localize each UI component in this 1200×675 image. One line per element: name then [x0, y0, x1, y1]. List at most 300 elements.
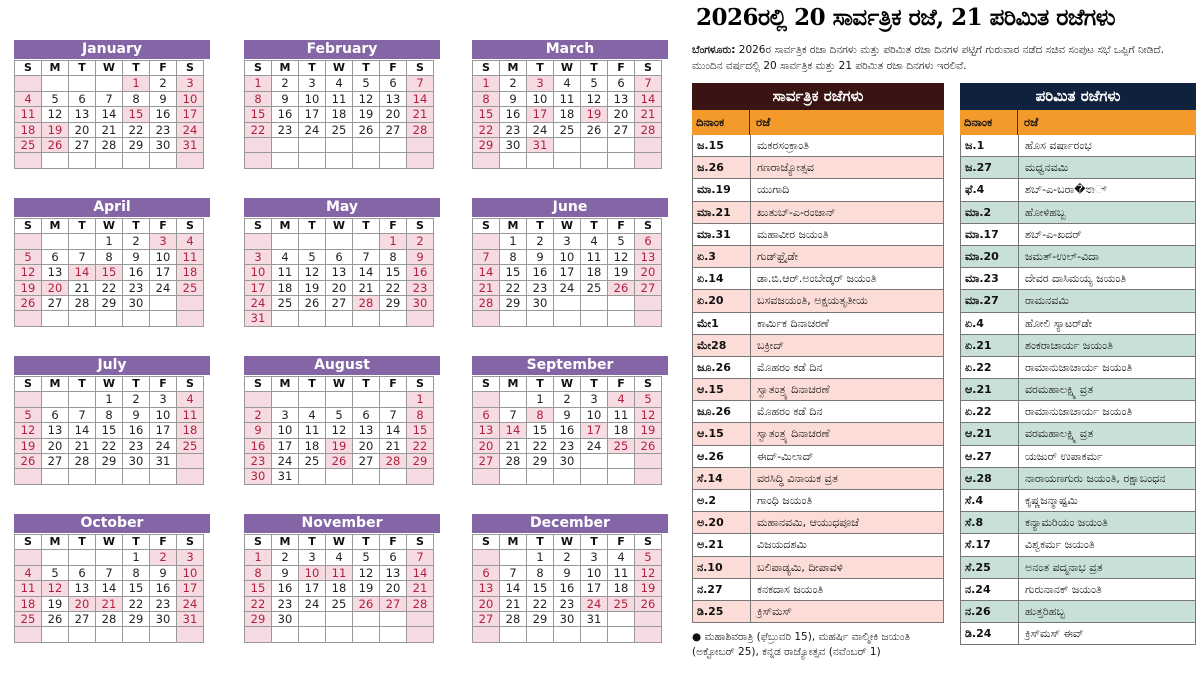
calendar-day: 22 — [123, 597, 150, 612]
calendar-day: 15 — [96, 423, 123, 438]
month-day-grid — [472, 218, 662, 327]
calendar-empty-cell — [123, 627, 150, 642]
calendar-day: 19 — [42, 597, 69, 612]
table-row — [961, 534, 1195, 556]
calendar-empty-cell — [96, 311, 123, 326]
holiday-panel — [684, 0, 1200, 675]
table-row — [961, 601, 1195, 623]
calendar-day: 11 — [326, 566, 353, 581]
calendar-day: 16 — [245, 439, 272, 454]
month-name: October — [14, 514, 210, 533]
table-row — [961, 202, 1195, 224]
calendar-day: 12 — [353, 566, 380, 581]
calendar-day: 22 — [380, 281, 407, 296]
holiday-date: ಆ.21 — [961, 379, 1019, 400]
weekday-header: W — [96, 377, 123, 392]
calendar-day: 12 — [15, 423, 42, 438]
calendar-day: 2 — [123, 392, 150, 407]
table-row — [961, 579, 1195, 601]
weekday-header: T — [353, 377, 380, 392]
calendar-day: 27 — [473, 612, 500, 627]
calendar-empty-cell — [42, 311, 69, 326]
calendar-empty-cell — [380, 311, 407, 326]
calendar-empty-cell — [299, 311, 326, 326]
month-day-grid — [244, 376, 434, 485]
weekday-header: F — [380, 61, 407, 76]
calendar-empty-cell — [527, 627, 554, 642]
table-row — [693, 468, 943, 490]
calendar-empty-cell — [177, 296, 204, 311]
calendar-empty-cell — [299, 392, 326, 407]
weekday-header: W — [326, 377, 353, 392]
calendar-day: 8 — [473, 92, 500, 107]
calendar-empty-cell — [353, 138, 380, 153]
general-holidays-footnote: ● ಮಹಾಶಿವರಾತ್ರಿ (ಫೆಬ್ರುವರಿ 15), ಮಹರ್ಷಿ ವಾಲ್ಮೀಕಿ ಜಯಂತಿ (ಅಕ್ಟೋಬರ್‌ 25), ಕನ್ನಡ ರಾಜ್ಯೋತ್ಸವ (ನವೆಂಬರ್‌ 1) — [692, 631, 911, 658]
calendar-empty-cell — [123, 311, 150, 326]
table-row — [961, 224, 1195, 246]
calendar-day: 24 — [177, 597, 204, 612]
weekday-header: W — [554, 61, 581, 76]
weekday-header: S — [407, 219, 434, 234]
calendar-empty-cell — [245, 392, 272, 407]
calendar-day: 21 — [407, 107, 434, 122]
table-row — [693, 401, 943, 423]
calendar-day: 4 — [177, 392, 204, 407]
calendar-day: 11 — [326, 92, 353, 107]
month-november — [244, 514, 440, 646]
calendar-day: 8 — [407, 408, 434, 423]
calendar-empty-cell — [353, 311, 380, 326]
calendar-empty-cell — [42, 627, 69, 642]
holiday-date: ಫೆ.4 — [961, 179, 1019, 200]
calendar-day: 4 — [608, 392, 635, 407]
month-august — [244, 356, 440, 488]
calendar-day: 19 — [608, 265, 635, 280]
calendar-day: 15 — [527, 423, 554, 438]
calendar-day: 16 — [272, 107, 299, 122]
calendar-empty-cell — [326, 612, 353, 627]
holiday-name: ಶಬ್‌-ಎ-ಖದರ್ — [1025, 227, 1082, 241]
calendar-day: 17 — [299, 581, 326, 596]
calendar-empty-cell — [272, 234, 299, 249]
weekday-header: T — [527, 535, 554, 550]
calendar-day: 24 — [581, 439, 608, 454]
calendar-day: 17 — [177, 581, 204, 596]
table-row — [693, 557, 943, 579]
weekday-header: M — [42, 535, 69, 550]
weekday-header: T — [69, 219, 96, 234]
table-row — [961, 401, 1195, 423]
calendar-empty-cell — [15, 392, 42, 407]
calendar-empty-cell — [15, 311, 42, 326]
calendar-day: 9 — [150, 566, 177, 581]
month-day-grid — [472, 60, 662, 169]
calendar-day: 31 — [245, 311, 272, 326]
weekday-header: S — [635, 377, 662, 392]
calendar-day: 3 — [527, 76, 554, 91]
calendar-day: 10 — [581, 566, 608, 581]
calendar-day: 5 — [15, 408, 42, 423]
calendar-day: 3 — [581, 550, 608, 565]
weekday-header: T — [527, 61, 554, 76]
calendar-day: 29 — [123, 612, 150, 627]
calendar-empty-cell — [15, 627, 42, 642]
weekday-header: S — [177, 219, 204, 234]
calendar-day: 4 — [15, 566, 42, 581]
holiday-name: ಹುತ್ತರಿಹಬ್ಬ — [1025, 604, 1066, 618]
weekday-header: F — [150, 377, 177, 392]
weekday-header: T — [123, 219, 150, 234]
weekday-header: T — [299, 377, 326, 392]
calendar-day: 19 — [15, 439, 42, 454]
table-row — [693, 534, 943, 556]
calendar-empty-cell — [608, 296, 635, 311]
calendar-day: 11 — [608, 566, 635, 581]
calendar-empty-cell — [635, 612, 662, 627]
weekday-header: S — [407, 61, 434, 76]
calendar-day: 6 — [42, 250, 69, 265]
weekday-header: M — [500, 535, 527, 550]
month-march — [472, 40, 668, 172]
holiday-name: ಹೋಳಿಹಬ್ಬ — [1025, 205, 1066, 219]
calendar-day: 27 — [42, 296, 69, 311]
weekday-header: T — [299, 219, 326, 234]
calendar-empty-cell — [635, 311, 662, 326]
holiday-name: ಬಸವಜಯಂತಿ, ಅಕ್ಷಯತೃತೀಯ — [757, 294, 868, 308]
calendar-empty-cell — [353, 392, 380, 407]
calendar-day: 28 — [353, 296, 380, 311]
calendar-empty-cell — [299, 627, 326, 642]
calendar-empty-cell — [326, 469, 353, 484]
calendar-day: 13 — [380, 92, 407, 107]
holiday-date: ಡಿ.24 — [961, 623, 1019, 644]
weekday-header: F — [150, 535, 177, 550]
holiday-name: ಹೊಸ ವರ್ಷಾರಂಭ — [1025, 139, 1092, 152]
weekday-header: T — [527, 219, 554, 234]
calendar-day: 15 — [123, 107, 150, 122]
calendar-empty-cell — [272, 392, 299, 407]
calendar-day: 25 — [272, 296, 299, 311]
holiday-date: ಆ.15 — [693, 379, 751, 400]
calendar-empty-cell — [272, 627, 299, 642]
holiday-name: ವಿಜಯದಶಮಿ — [757, 538, 807, 552]
calendar-day: 18 — [581, 265, 608, 280]
calendar-day: 22 — [500, 281, 527, 296]
calendar-day: 14 — [407, 92, 434, 107]
holiday-date: ಜೂ.26 — [693, 357, 751, 378]
table-row — [693, 379, 943, 401]
calendar-day: 21 — [96, 597, 123, 612]
calendar-empty-cell — [500, 153, 527, 168]
weekday-header: S — [473, 377, 500, 392]
calendar-day: 21 — [69, 439, 96, 454]
calendar-day: 12 — [42, 107, 69, 122]
calendar-day: 12 — [15, 265, 42, 280]
calendar-day: 26 — [326, 454, 353, 469]
holiday-name: ಹೋಲಿ ಸ್ಯಾಟರ್‌ಡೇ — [1025, 316, 1093, 330]
calendar-day: 15 — [96, 265, 123, 280]
calendar-empty-cell — [326, 311, 353, 326]
month-name: July — [14, 356, 210, 375]
weekday-header: S — [245, 61, 272, 76]
holiday-date: ಅ.21 — [693, 534, 751, 555]
calendar-day: 18 — [15, 597, 42, 612]
calendar-empty-cell — [581, 138, 608, 153]
calendar-day: 26 — [353, 597, 380, 612]
calendar-day: 22 — [527, 597, 554, 612]
holiday-date: ಸೆ.17 — [961, 534, 1019, 555]
calendar-empty-cell — [245, 234, 272, 249]
calendar-day: 31 — [272, 469, 299, 484]
calendar-empty-cell — [123, 469, 150, 484]
weekday-header: S — [635, 61, 662, 76]
calendar-day: 15 — [407, 423, 434, 438]
calendar-day: 9 — [272, 92, 299, 107]
table-row — [961, 157, 1195, 179]
calendar-empty-cell — [473, 234, 500, 249]
holiday-name: ಅನಂತ ಪದ್ಮನಾಭ ವ್ರತ — [1025, 560, 1103, 574]
calendar-empty-cell — [527, 469, 554, 484]
holiday-name: ಶಂಕರಾಚಾರ್ಯ ಜಯಂತಿ — [1025, 338, 1113, 352]
calendar-day: 24 — [299, 123, 326, 138]
calendar-empty-cell — [581, 153, 608, 168]
calendar-day: 23 — [150, 597, 177, 612]
calendar-day: 24 — [527, 123, 554, 138]
holiday-name: ರಾಮನವಮಿ — [1025, 294, 1069, 308]
calendar-day: 7 — [380, 408, 407, 423]
calendar-day: 30 — [407, 296, 434, 311]
calendar-day: 24 — [272, 454, 299, 469]
calendar-empty-cell — [608, 627, 635, 642]
calendar-day: 6 — [42, 408, 69, 423]
table-row — [961, 335, 1195, 357]
holiday-name: ಬಲಿಪಾಡ್ಯಮಿ, ದೀಪಾವಳಿ — [757, 560, 843, 574]
calendar-day: 23 — [123, 281, 150, 296]
calendar-day: 4 — [554, 76, 581, 91]
table-row — [961, 379, 1195, 401]
calendar-empty-cell — [69, 550, 96, 565]
weekday-header: S — [245, 219, 272, 234]
calendar-day: 24 — [299, 597, 326, 612]
calendar-day: 30 — [554, 454, 581, 469]
calendar-day: 23 — [123, 439, 150, 454]
calendar-day: 22 — [123, 123, 150, 138]
holiday-date: ನ.24 — [961, 579, 1019, 600]
calendar-day: 5 — [353, 550, 380, 565]
calendar-empty-cell — [69, 311, 96, 326]
calendar-day: 16 — [150, 107, 177, 122]
page-title: 2026ರಲ್ಲಿ 20 ಸಾರ್ವತ್ರಿಕ ರಜೆ, 21 ಪರಿಮಿತ ರಜೆಗಳು — [696, 4, 1116, 31]
calendar-day: 11 — [15, 581, 42, 596]
calendar-day: 7 — [96, 92, 123, 107]
calendar-day: 8 — [380, 250, 407, 265]
holiday-date: ಏ.3 — [693, 246, 751, 267]
table-row — [693, 179, 943, 201]
calendar-day: 21 — [500, 439, 527, 454]
calendar-day: 16 — [272, 581, 299, 596]
calendar-empty-cell — [380, 153, 407, 168]
holiday-date: ಆ.28 — [961, 468, 1019, 489]
weekday-header: W — [96, 61, 123, 76]
calendar-day: 9 — [500, 92, 527, 107]
weekday-header: T — [581, 535, 608, 550]
weekday-header: S — [245, 377, 272, 392]
calendar-empty-cell — [299, 234, 326, 249]
holiday-name: ಗಣರಾಜ್ಯೋತ್ಸವ — [757, 161, 814, 175]
calendar-day: 24 — [150, 439, 177, 454]
calendar-day: 4 — [326, 76, 353, 91]
calendar-empty-cell — [473, 392, 500, 407]
weekday-header: W — [554, 535, 581, 550]
table-row — [693, 423, 943, 445]
weekday-header: T — [123, 377, 150, 392]
weekday-header: S — [177, 377, 204, 392]
calendar-day: 13 — [69, 107, 96, 122]
calendar-day: 11 — [554, 92, 581, 107]
calendar-day: 18 — [326, 107, 353, 122]
calendar-day: 17 — [245, 281, 272, 296]
calendar-day: 13 — [635, 250, 662, 265]
general-holidays-table — [692, 83, 944, 623]
calendar-day: 18 — [15, 123, 42, 138]
calendar-day: 28 — [473, 296, 500, 311]
calendar-day: 1 — [123, 76, 150, 91]
calendar-empty-cell — [69, 76, 96, 91]
calendar-day: 26 — [353, 123, 380, 138]
calendar-empty-cell — [299, 469, 326, 484]
calendar-empty-cell — [326, 234, 353, 249]
calendar-day: 17 — [581, 581, 608, 596]
holiday-date: ಏ.14 — [693, 268, 751, 289]
holiday-date: ಆ.15 — [693, 423, 751, 444]
table-row — [961, 512, 1195, 534]
holiday-date: ಅ.2 — [693, 490, 751, 511]
calendar-day: 2 — [554, 550, 581, 565]
calendar-day: 26 — [581, 123, 608, 138]
calendar-day: 29 — [527, 454, 554, 469]
calendar-day: 4 — [299, 408, 326, 423]
calendar-day: 22 — [245, 597, 272, 612]
calendar-day: 26 — [299, 296, 326, 311]
holiday-name: ವರಸಿದ್ಧಿ ವಿನಾಯಕ ವ್ರತ — [757, 471, 838, 485]
calendar-empty-cell — [500, 550, 527, 565]
table-row — [961, 179, 1195, 201]
calendar-empty-cell — [177, 627, 204, 642]
weekday-header: S — [245, 535, 272, 550]
calendar-day: 6 — [608, 76, 635, 91]
table-row — [693, 313, 943, 335]
weekday-header: T — [581, 219, 608, 234]
holiday-date: ನ.10 — [693, 557, 751, 578]
calendar-day: 10 — [272, 423, 299, 438]
calendar-day: 23 — [407, 281, 434, 296]
calendar-day: 19 — [635, 423, 662, 438]
weekday-header: S — [473, 535, 500, 550]
calendar-day: 25 — [177, 439, 204, 454]
column-holiday: ರಜೆ — [756, 115, 771, 129]
calendar-day: 5 — [635, 550, 662, 565]
calendar-day: 22 — [96, 439, 123, 454]
calendar-day: 26 — [15, 296, 42, 311]
holiday-name: ಕಾರ್ಮಿಕ ದಿನಾಚರಣೆ — [757, 316, 829, 330]
general-holidays-columns — [692, 110, 944, 135]
calendar-day: 5 — [353, 76, 380, 91]
holiday-date: ಏ.22 — [961, 401, 1019, 422]
table-row — [961, 290, 1195, 312]
weekday-header: F — [150, 219, 177, 234]
calendar-day: 3 — [177, 76, 204, 91]
weekday-header: M — [500, 61, 527, 76]
calendar-day: 6 — [353, 408, 380, 423]
weekday-header: F — [150, 61, 177, 76]
calendar-day: 23 — [272, 597, 299, 612]
calendar-day: 13 — [353, 423, 380, 438]
holiday-name: ಯಜುರ್ ಉಪಾಕರ್ಮ — [1025, 449, 1103, 463]
calendar-day: 27 — [42, 454, 69, 469]
calendar-day: 21 — [96, 123, 123, 138]
calendar-day: 25 — [15, 138, 42, 153]
calendar-day: 9 — [123, 250, 150, 265]
holiday-date: ಆ.21 — [961, 423, 1019, 444]
month-name: March — [472, 40, 668, 59]
calendar-day: 8 — [527, 408, 554, 423]
table-row — [693, 135, 943, 157]
calendar-day: 28 — [96, 138, 123, 153]
weekday-header: S — [473, 61, 500, 76]
calendar-day: 11 — [272, 265, 299, 280]
calendar-day: 28 — [500, 454, 527, 469]
calendar-day: 10 — [299, 566, 326, 581]
month-day-grid — [472, 376, 662, 485]
month-day-grid — [14, 376, 204, 485]
calendar-empty-cell — [150, 296, 177, 311]
calendar-day: 27 — [326, 296, 353, 311]
weekday-header: F — [380, 219, 407, 234]
calendar-day: 18 — [177, 423, 204, 438]
calendar-day: 4 — [581, 234, 608, 249]
calendar-day: 19 — [353, 107, 380, 122]
holiday-name: ಮಹಾನವಮಿ, ಆಯುಧಪೂಜೆ — [757, 516, 859, 530]
table-row — [693, 157, 943, 179]
weekday-header: T — [69, 61, 96, 76]
calendar-day: 16 — [500, 107, 527, 122]
calendar-day: 9 — [554, 408, 581, 423]
calendar-day: 10 — [554, 250, 581, 265]
holiday-date: ಅ.20 — [693, 512, 751, 533]
calendar-day: 31 — [177, 138, 204, 153]
calendar-day: 19 — [581, 107, 608, 122]
calendar-empty-cell — [581, 627, 608, 642]
calendar-day: 28 — [380, 454, 407, 469]
calendar-day: 21 — [407, 581, 434, 596]
holiday-name: ಯುಗಾದಿ — [757, 183, 790, 197]
calendar-day: 11 — [299, 423, 326, 438]
calendar-day: 7 — [635, 76, 662, 91]
calendar-day: 25 — [15, 612, 42, 627]
calendar-empty-cell — [581, 454, 608, 469]
calendar-empty-cell — [473, 550, 500, 565]
calendar-day: 5 — [635, 392, 662, 407]
calendar-day: 13 — [473, 581, 500, 596]
calendar-day: 12 — [581, 92, 608, 107]
month-name: May — [244, 198, 440, 217]
calendar-day: 19 — [635, 581, 662, 596]
weekday-header: T — [353, 219, 380, 234]
calendar-empty-cell — [608, 454, 635, 469]
calendar-day: 12 — [635, 566, 662, 581]
holiday-date: ಏ.20 — [693, 290, 751, 311]
calendar-day: 1 — [407, 392, 434, 407]
